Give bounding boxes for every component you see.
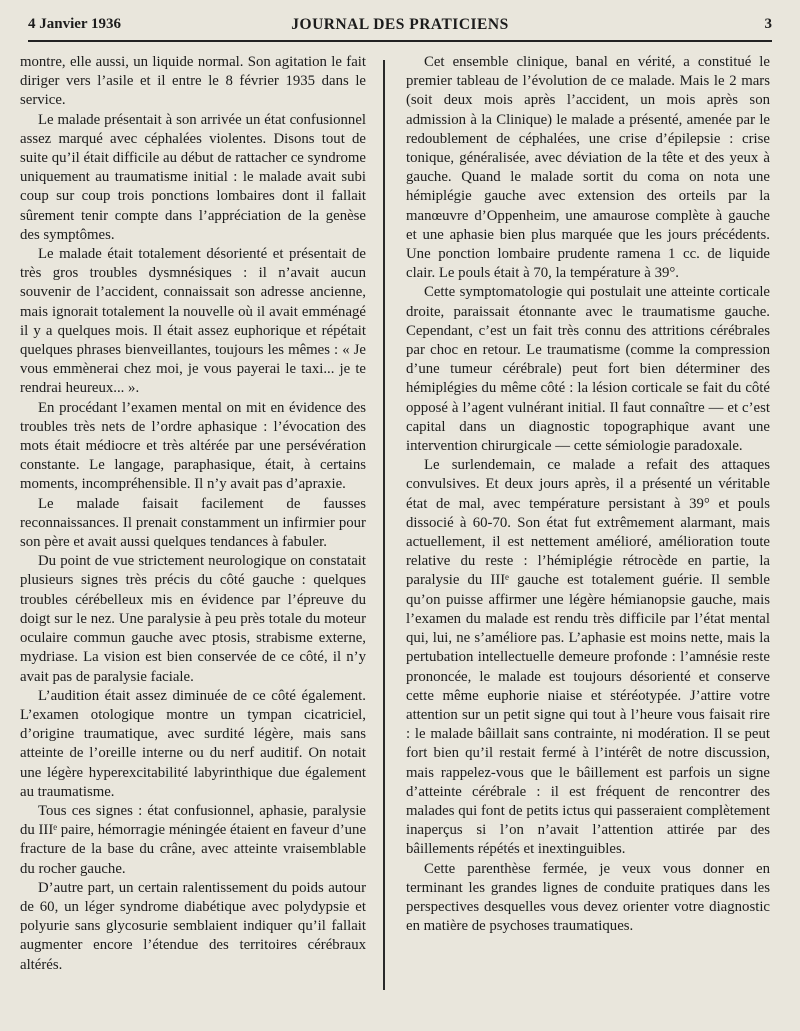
journal-title: JOURNAL DES PRATICIENS	[291, 16, 509, 33]
paragraph: Le malade était totalement désorienté et présentait de très gros troubles dysmnésiques : il n’avait aucun souvenir de l’accident, connaissait son adresse ancienne, mais ignorait totalement la nouvelle où il avait emménagé il y a quelques mois. Il était assez euphorique et répétait quelques phrases bienveillantes, toujours les mêmes : « Je vous emmènerai chez moi, je vous payerai le taxi... je te rendrai heureux... ».	[20, 246, 366, 397]
paragraph: Cette parenthèse fermée, je veux vous donner en terminant les grandes lignes de conduite pratiques dans les perspectives desquelles vous devez orienter votre diagnostic en matière de psychoses traumatiques.	[406, 860, 770, 935]
paragraph: montre, elle aussi, un liquide normal. Son agitation le fait diriger vers l’asile et il entre le 8 février 1935 dans le service.	[20, 54, 366, 109]
paragraph: Le surlendemain, ce malade a refait des attaques convulsives. Et deux jours après, il a présenté un véritable état de mal, avec température persistant à 39° et pouls dissocié à 60-70. Son état fut extrêmement alarmant, mais actuellement, il est nettement amélioré, amélioration toute relative du reste : l’hémiplégie rétrocède en partie, la paralysie du IIIᵉ gauche est totalement guérie. Il semble qu’on puisse affirmer une légère hémianopsie gauche, mais l’examen du malade est rendu très difficile par l’état mental qui, lui, ne s’améliore pas. L’aphasie est moins nette, mais la pertubation intellectuelle demeure profonde : l’amnésie reste prononcée, le malade est toujours désorienté et conserve cette même euphorie niaise et stéréotypée. J’attire votre attention sur un petit signe qui tout à l’heure vous faisait rire : le malade bâillait sans contrainte, ni modération. Il se peut fort bien qu’il restait fermé à l’intérêt de notre discussion, mais rappelez-vous que le bâillement est parfois un signe d’atteinte cérébrale : il est fréquent de rencontrer des malades qui font de petits ictus qui passeraient complètement inaperçus si l’on n’avait l’attention attirée par des bâillements répétés et inextinguibles.	[406, 457, 770, 858]
paragraph: En procédant l’examen mental on mit en évidence des troubles très nets de l’ordre aphasique : l’évocation des mots était médiocre et très altérée par une persévération constante. Le langage, paraphasique, était, à certains moments, incompréhensible. Il n’y avait pas d’apraxie.	[20, 399, 366, 493]
paragraph: L’audition était assez diminuée de ce côté également. L’examen otologique montre un tympan cicatriciel, d’origine traumatique, avec surdité légère, mais sans atteinte de l’oreille interne ou du nerf auditif. On notait une légère hyperexcitabilité labyrinthique due également au traumatisme.	[20, 687, 366, 800]
left-column	[20, 53, 366, 975]
right-column	[406, 53, 770, 936]
page-number: 3	[764, 16, 772, 32]
column-divider	[383, 60, 385, 990]
paragraph: Cette symptomatologie qui postulait une atteinte corticale droite, paraissait étonnante avec le traumatisme gauche. Cependant, c’est un fait très connu des attritions cérébrales par choc en retour. Le traumatisme (comme la compression d’une tumeur cérébrale) peut fort bien déterminer des hémiplégies du même côté : la lésion corticale se fait du côté opposé à l’agent vulnérant initial. Il faut connaître — et c’est capital dans un diagnostic topographique avant une intervention chirurgicale — cette sémiologie paradoxale.	[406, 284, 770, 455]
paragraph: Du point de vue strictement neurologique on constatait plusieurs signes très précis du côté gauche : quelques troubles cérébelleux mis en évidence par l’épreuve du doigt sur le nez. Une paralysie à peu près totale du moteur oculaire commun gauche avec ptosis, strabisme externe, mydriase. La vision est bien conservée de ce côté, il n’y avait pas de paralysie faciale.	[20, 553, 366, 685]
issue-date: 4 Janvier 1936	[28, 16, 122, 32]
paragraph: Le malade présentait à son arrivée un état confusionnel assez marqué avec céphalées violentes. Disons tout de suite qu’il était difficile au début de rattacher ce syndrome uniquement au traumatisme initial : le malade avait subi coup sur coup trois ponctions lombaires dont il fallait sûrement tenir compte dans l’appréciation de la genèse des symptômes.	[20, 111, 366, 243]
page-header	[28, 14, 772, 42]
paragraph: D’autre part, un certain ralentissement du poids autour de 60, un léger syndrome diabétique avec polydypsie et polyurie sans glycosurie semblaient indiquer qu’il fallait augmenter encore l’étendue des territoires cérébraux altérés.	[20, 879, 366, 973]
paragraph: Cet ensemble clinique, banal en vérité, a constitué le premier tableau de l’évolution de ce malade. Mais le 2 mars (soit deux mois après l’accident, un mois après son admission à la Clinique) le malade a présenté, amenée par le redoublement de céphalées, une crise d’épilepsie : crise tonique, généralisée, avec déviation de la tête et des yeux à gauche. Quand le malade sortit du coma on nota une hémiplégie gauche avec extension des orteils par la manœuvre d’Oppenheim, une amaurose complète à gauche et une aphasie bien plus marquée que les jours précédents. Une ponction lombaire prudente ramena 1 cc. de liquide clair. Le pouls était à 70, la température à 39°.	[406, 54, 770, 282]
paragraph: Le malade faisait facilement de fausses reconnaissances. Il prenait constamment un infirmier pour son père et avait aussi quelques tendances à fabuler.	[20, 495, 366, 551]
paragraph: Tous ces signes : état confusionnel, aphasie, paralysie du IIIᵉ paire, hémorragie méningée étaient en faveur d’une fracture de la base du crâne, avec atteinte vraisemblable du rocher gauche.	[20, 802, 367, 877]
